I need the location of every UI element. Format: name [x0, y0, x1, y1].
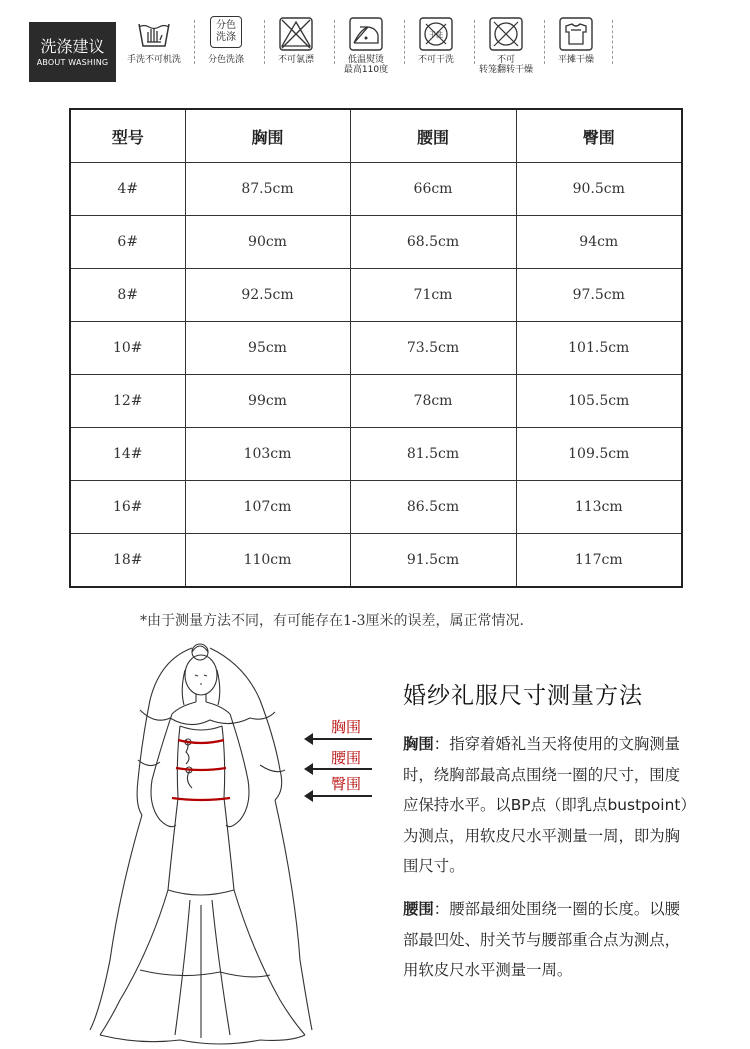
cell-hip: 101.5cm: [516, 322, 682, 375]
cell-size: 6#: [70, 216, 185, 269]
icon-text: 分色: [216, 20, 236, 31]
table-header-row: [70, 109, 682, 163]
icon-text: 干洗: [429, 31, 443, 39]
measurement-note: *由于测量方法不同，有可能存在1-3厘米的误差，属正常情况.: [140, 613, 524, 629]
cell-bust: 110cm: [185, 534, 350, 588]
cell-bust: 103cm: [185, 428, 350, 481]
waist-term: 腰围: [403, 900, 434, 918]
cell-hip: 90.5cm: [516, 163, 682, 216]
cell-size: 18#: [70, 534, 185, 588]
wash-caption-line2: 最高110度: [343, 65, 389, 75]
cell-waist: 68.5cm: [350, 216, 516, 269]
hip-arrow-icon: [306, 795, 372, 797]
size-table: [69, 108, 683, 588]
cell-bust: 95cm: [185, 322, 350, 375]
cell-waist: 81.5cm: [350, 428, 516, 481]
cell-size: 10#: [70, 322, 185, 375]
cell-size: 8#: [70, 269, 185, 322]
cell-hip: 117cm: [516, 534, 682, 588]
waist-arrow-icon: [306, 768, 372, 770]
cell-hip: 94cm: [516, 216, 682, 269]
no-bleach-icon: [278, 16, 314, 52]
wash-caption: 不可干洗: [417, 55, 454, 65]
wash-caption: 分色洗涤: [207, 55, 244, 65]
separate-wash-icon: [210, 16, 242, 48]
header-waist: 腰围: [350, 109, 516, 163]
wash-caption: 手洗不可机洗: [126, 55, 181, 65]
cell-waist: 66cm: [350, 163, 516, 216]
wash-item-no-dry-clean: [400, 16, 472, 65]
wash-caption-line1: 不可: [496, 55, 515, 65]
cell-size: 4#: [70, 163, 185, 216]
cell-size: 14#: [70, 428, 185, 481]
waist-description: [403, 894, 693, 986]
cell-waist: 73.5cm: [350, 322, 516, 375]
wash-item-separate: [190, 16, 262, 65]
no-tumble-dry-icon: [488, 16, 524, 52]
washing-subtitle: ABOUT WASHING: [36, 58, 109, 67]
wash-caption: 不可氯漂: [277, 55, 314, 65]
cell-size: 16#: [70, 481, 185, 534]
wash-caption-line2: 转笼翻转干燥: [478, 65, 533, 75]
label-hip: 臀围: [331, 775, 362, 793]
cell-size: 12#: [70, 375, 185, 428]
wash-item-no-tumble-dry: [470, 16, 542, 75]
wash-item-flat-dry: [540, 16, 612, 65]
cell-hip: 109.5cm: [516, 428, 682, 481]
cell-bust: 90cm: [185, 216, 350, 269]
header-hip: 臀围: [516, 109, 682, 163]
cell-waist: 71cm: [350, 269, 516, 322]
no-dry-clean-icon: [418, 16, 454, 52]
table-row: [70, 216, 682, 269]
label-waist: 腰围: [331, 749, 362, 767]
bride-sketch-illustration: [80, 630, 320, 1049]
divider: [612, 20, 613, 64]
wash-caption-line1: 低温熨烫: [347, 55, 384, 65]
waist-text: ：腰部最细处围绕一圈的长度。以腰部最凹处、肘关节与腰部重合点为测点，用软皮尺水平测量一周。: [403, 900, 681, 979]
cell-bust: 87.5cm: [185, 163, 350, 216]
label-bust: 胸围: [331, 718, 362, 736]
header-size: 型号: [70, 109, 185, 163]
bust-arrow-icon: [306, 738, 372, 740]
cell-waist: 86.5cm: [350, 481, 516, 534]
cell-waist: 78cm: [350, 375, 516, 428]
washing-badge: [29, 22, 116, 82]
cell-bust: 92.5cm: [185, 269, 350, 322]
cell-hip: 113cm: [516, 481, 682, 534]
header-bust: 胸围: [185, 109, 350, 163]
table-row: [70, 534, 682, 588]
bust-text: ：指穿着婚礼当天将使用的文胸测量时，绕胸部最高点围绕一圈的尺寸，围度应保持水平。以BP点（即乳点bustpoint）为测点，用软皮尺水平测量一周，即为胸围尺寸。: [403, 735, 689, 875]
cell-hip: 105.5cm: [516, 375, 682, 428]
bust-term: 胸围: [403, 735, 434, 753]
wash-item-low-iron: [330, 16, 402, 75]
table-row: [70, 428, 682, 481]
washing-title: 洗涤建议: [40, 37, 105, 56]
table-row: [70, 163, 682, 216]
low-iron-icon: [348, 16, 384, 52]
method-title: 婚纱礼服尺寸测量方法: [403, 683, 643, 709]
table-row: [70, 375, 682, 428]
cell-bust: 99cm: [185, 375, 350, 428]
table-row: [70, 481, 682, 534]
flat-dry-icon: [558, 16, 594, 52]
cell-hip: 97.5cm: [516, 269, 682, 322]
bust-description: [403, 729, 693, 882]
hand-wash-icon: [136, 16, 172, 52]
wash-item-no-bleach: [260, 16, 332, 65]
cell-bust: 107cm: [185, 481, 350, 534]
wash-caption: 平摊干燥: [557, 55, 594, 65]
table-row: [70, 269, 682, 322]
icon-text: 洗涤: [216, 32, 236, 43]
cell-waist: 91.5cm: [350, 534, 516, 588]
wash-item-hand-wash: [118, 16, 190, 65]
table-row: [70, 322, 682, 375]
